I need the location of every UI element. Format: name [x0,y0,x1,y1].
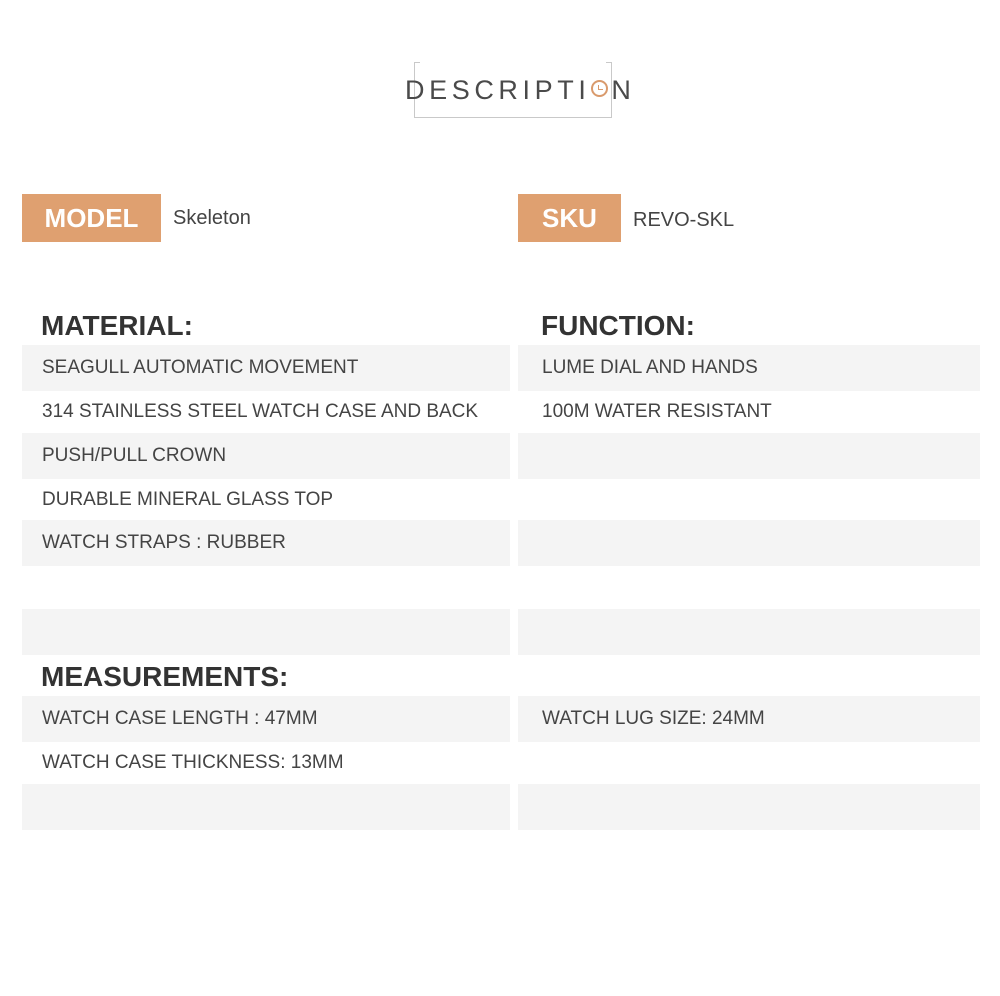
measurement-item: WATCH CASE LENGTH : 47MM [22,696,510,742]
sku-label: SKU [518,194,621,242]
material-item: 314 STAINLESS STEEL WATCH CASE AND BACK [42,401,479,422]
material-item: PUSH/PULL CROWN [22,433,510,479]
page-title [405,74,636,106]
material-heading: MATERIAL: [41,310,193,341]
empty-row [518,433,980,479]
measurement-item: WATCH LUG SIZE: 24MM [518,696,980,742]
function-heading: FUNCTION: [541,310,695,341]
empty-row [518,609,980,655]
measurements-heading: MEASUREMENTS: [41,661,289,692]
material-item: SEAGULL AUTOMATIC MOVEMENT [22,345,510,391]
measurement-item: WATCH CASE THICKNESS: 13MM [42,752,344,773]
title-text-end: N [611,75,636,105]
description-header [0,62,1000,122]
empty-row [518,520,980,566]
sku-value: REVO-SKL [633,209,735,231]
model-label: MODEL [22,194,161,242]
function-item: 100M WATER RESISTANT [542,401,772,422]
empty-row [518,784,980,830]
material-item: WATCH STRAPS : RUBBER [22,520,510,566]
title-text-start: DESCRIPTI [405,75,591,105]
watch-icon [590,74,611,106]
function-item: LUME DIAL AND HANDS [518,345,980,391]
material-item: DURABLE MINERAL GLASS TOP [42,489,334,510]
empty-row [22,609,510,655]
model-value: Skeleton [173,207,251,229]
empty-row [22,784,510,830]
